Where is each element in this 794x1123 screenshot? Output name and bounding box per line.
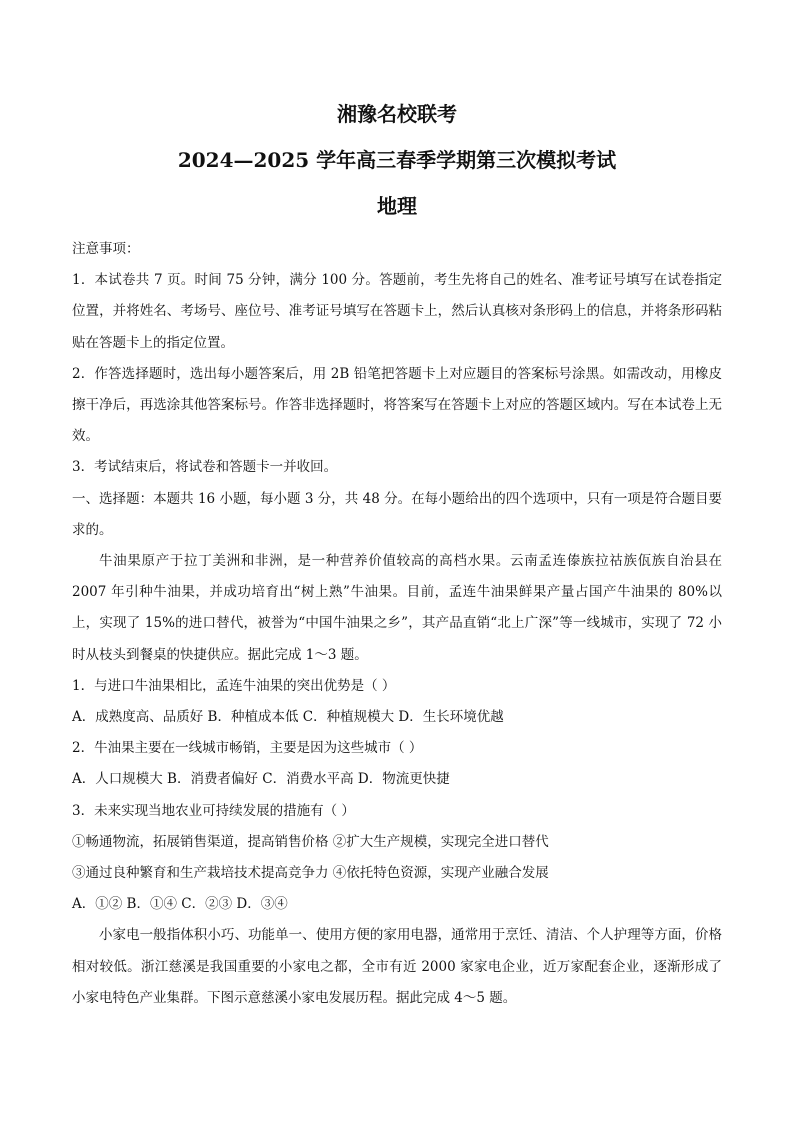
exam-organizer-title: 湘豫名校联考 [337,102,457,126]
passage-avocado: 牛油果原产于拉丁美洲和非洲，是一种营养价值较高的高档水果。云南孟连傣族拉祜族佤族自治县在 2007 年引种牛油果，并成功培育出“树上熟”牛油果。目前，孟连牛油果鲜果产量占国产牛油果的 80%以上，实现了 15%的进口替代，被誉为“中国牛油果之乡”，其产品直销“北上广深”等一线城市，实现了 72 小时从枝头到餐桌的快捷供应。据此完成 1～3 题。 [72,553,722,663]
question-3-choice-line-2: ③通过良种繁育和生产栽培技术提高竞争力 ④依托特色资源，实现产业融合发展 [72,865,549,882]
notice-heading: 注意事项： [72,241,140,257]
question-3-stem: 3．未来实现当地农业可持续发展的措施有（ ） [72,802,355,819]
question-3-options: A．①② B．①④ C．②③ D．③④ [72,896,288,913]
subject-title: 地理 [377,194,417,218]
section-heading: 一、选择题：本题共 16 小题，每小题 3 分，共 48 分。在每小题给出的四个选项中，只有一项是符合题目要求的。 [72,490,722,538]
question-1-options: A．成熟度高、品质好 B．种植成本低 C．种植规模大 D．生长环境优越 [72,709,504,726]
exam-name-title: 2024—2025 学年高三春季学期第三次模拟考试 [177,148,617,172]
question-3-choice-line-1: ①畅通物流，拓展销售渠道，提高销售价格 ②扩大生产规模，实现完全进口替代 [72,833,549,850]
question-2 [72,733,722,795]
notice-section [72,234,722,484]
passage-small-appliances: 小家电一般指体积小巧、功能单一、使用方便的家用电器，通常用于烹饪、清洁、个人护理等方面，价格相对较低。浙江慈溪是我国重要的小家电之都，全市有近 2000 家家电企业，近万家配套企业，逐渐形成了小家电特色产业集群。下图示意慈溪小家电发展历程。据此完成 4～5 题。 [72,927,722,1006]
notice-item-3: 3．考试结束后，将试卷和答题卡一并收回。 [72,459,338,476]
question-2-stem: 2．牛油果主要在一线城市畅销，主要是因为这些城市（ ） [72,740,423,757]
question-1 [72,671,722,733]
notice-item-2: 2．作答选择题时，选出每小题答案后，用 2B 铅笔把答题卡上对应题目的答案标号涂黑。如需改动，用橡皮擦干净后，再选涂其他答案标号。作答非选择题时，将答案写在答题卡上对应的答题区域内。写在本试卷上无效。 [72,365,722,445]
question-2-options: A．人口规模大 B．消费者偏好 C．消费水平高 D．物流更快捷 [72,771,450,788]
notice-item-1: 1．本试卷共 7 页。时间 75 分钟，满分 100 分。答题前，考生先将自己的姓名、准考证号填写在试卷指定位置，并将姓名、考场号、座位号、准考证号填写在答题卡上，然后认真核对条形码上的信息，并将条形码粘贴在答题卡上的指定位置。 [72,272,722,351]
question-3 [72,796,722,921]
question-1-stem: 1．与进口牛油果相比，孟连牛油果的突出优势是（ ） [72,677,396,694]
